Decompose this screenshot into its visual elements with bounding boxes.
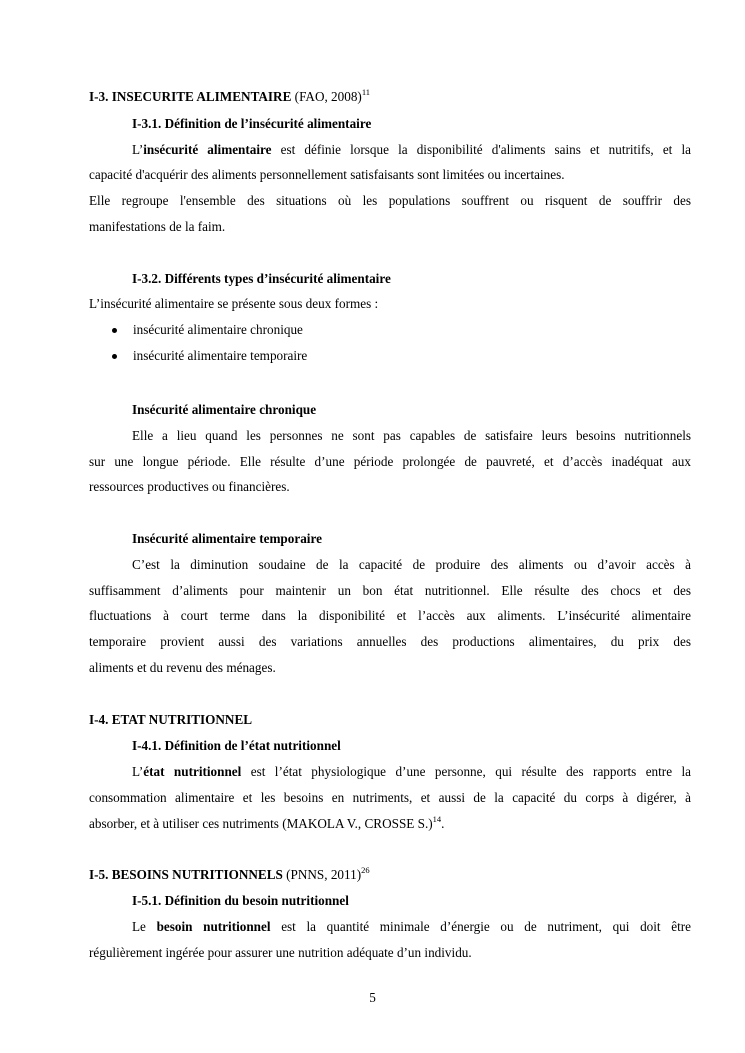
page-number: 5	[369, 990, 376, 1005]
definition-line: absorber, et à utiliser ces nutriments (MAKOLA V., CROSSE S.)$^{14}$.	[89, 814, 445, 831]
bullet-icon	[112, 328, 117, 333]
section-heading-i4: I-4. ETAT NUTRITIONNEL	[89, 712, 253, 727]
bullet-icon	[112, 354, 117, 359]
paragraph-line: aliments et du revenu des ménages.	[89, 660, 276, 675]
section-heading-i3: I-3. INSECURITE ALIMENTAIRE (FAO, 2008)$^{11}$	[89, 87, 371, 104]
paragraph-line: suffisamment d’aliments pour maintenir un bon état nutritionnel. Elle résulte des chocs et des	[89, 583, 691, 598]
subheading-temporary: Insécurité alimentaire temporaire	[132, 531, 322, 546]
subsection-heading-i5-1: I-5.1. Définition du besoin nutritionnel	[132, 893, 349, 908]
subheading-chronic: Insécurité alimentaire chronique	[132, 402, 317, 417]
definition-line: capacité d'acquérir des aliments personnellement satisfaisants sont limitées ou incertaines.	[89, 167, 565, 182]
paragraph-line: fluctuations à court terme dans la disponibilité et l’accès aux aliments. L’insécurité alimentaire	[89, 608, 691, 623]
definition-line: Le besoin nutritionnel est la quantité minimale d’énergie ou de nutriment, qui doit être	[132, 919, 691, 934]
subsection-heading-i3-2: I-3.2. Différents types d’insécurité alimentaire	[132, 271, 391, 286]
paragraph-line: Elle regroupe l'ensemble des situations où les populations souffrent ou risquent de souffrir des	[89, 193, 691, 208]
paragraph-line: sur une longue période. Elle résulte d’une période prolongée de pauvreté, et d’accès inadéquat aux	[89, 454, 691, 469]
list-item: insécurité alimentaire temporaire	[133, 348, 308, 363]
paragraph-line: Elle a lieu quand les personnes ne sont pas capables de satisfaire leurs besoins nutritionnels	[132, 428, 691, 443]
definition-line: L’insécurité alimentaire est définie lorsque la disponibilité d'aliments sains et nutritifs, et la	[132, 142, 691, 157]
definition-line: régulièrement ingérée pour assurer une nutrition adéquate d’un individu.	[89, 945, 472, 960]
definition-line: consommation alimentaire et les besoins en nutriments, et aussi de la capacité du corps à digérer, à	[89, 790, 691, 805]
list-item: insécurité alimentaire chronique	[133, 322, 303, 337]
subsection-heading-i3-1: I-3.1. Définition de l’insécurité alimentaire	[132, 116, 372, 131]
paragraph-line: L’insécurité alimentaire se présente sous deux formes :	[89, 296, 379, 311]
paragraph-line: C’est la diminution soudaine de la capacité de produire des aliments ou d’avoir accès à	[132, 557, 691, 572]
paragraph-line: temporaire provient aussi des variations annuelles des productions alimentaires, du prix des	[89, 634, 691, 649]
paragraph-line: manifestations de la faim.	[89, 219, 226, 234]
definition-line: L’état nutritionnel est l’état physiologique d’une personne, qui résulte des rapports entre la	[132, 764, 691, 779]
paragraph-line: ressources productives ou financières.	[89, 479, 290, 494]
section-heading-i5: I-5. BESOINS NUTRITIONNELS (PNNS, 2011)$^{26}$	[89, 865, 370, 882]
subsection-heading-i4-1: I-4.1. Définition de l’état nutritionnel	[132, 738, 341, 753]
